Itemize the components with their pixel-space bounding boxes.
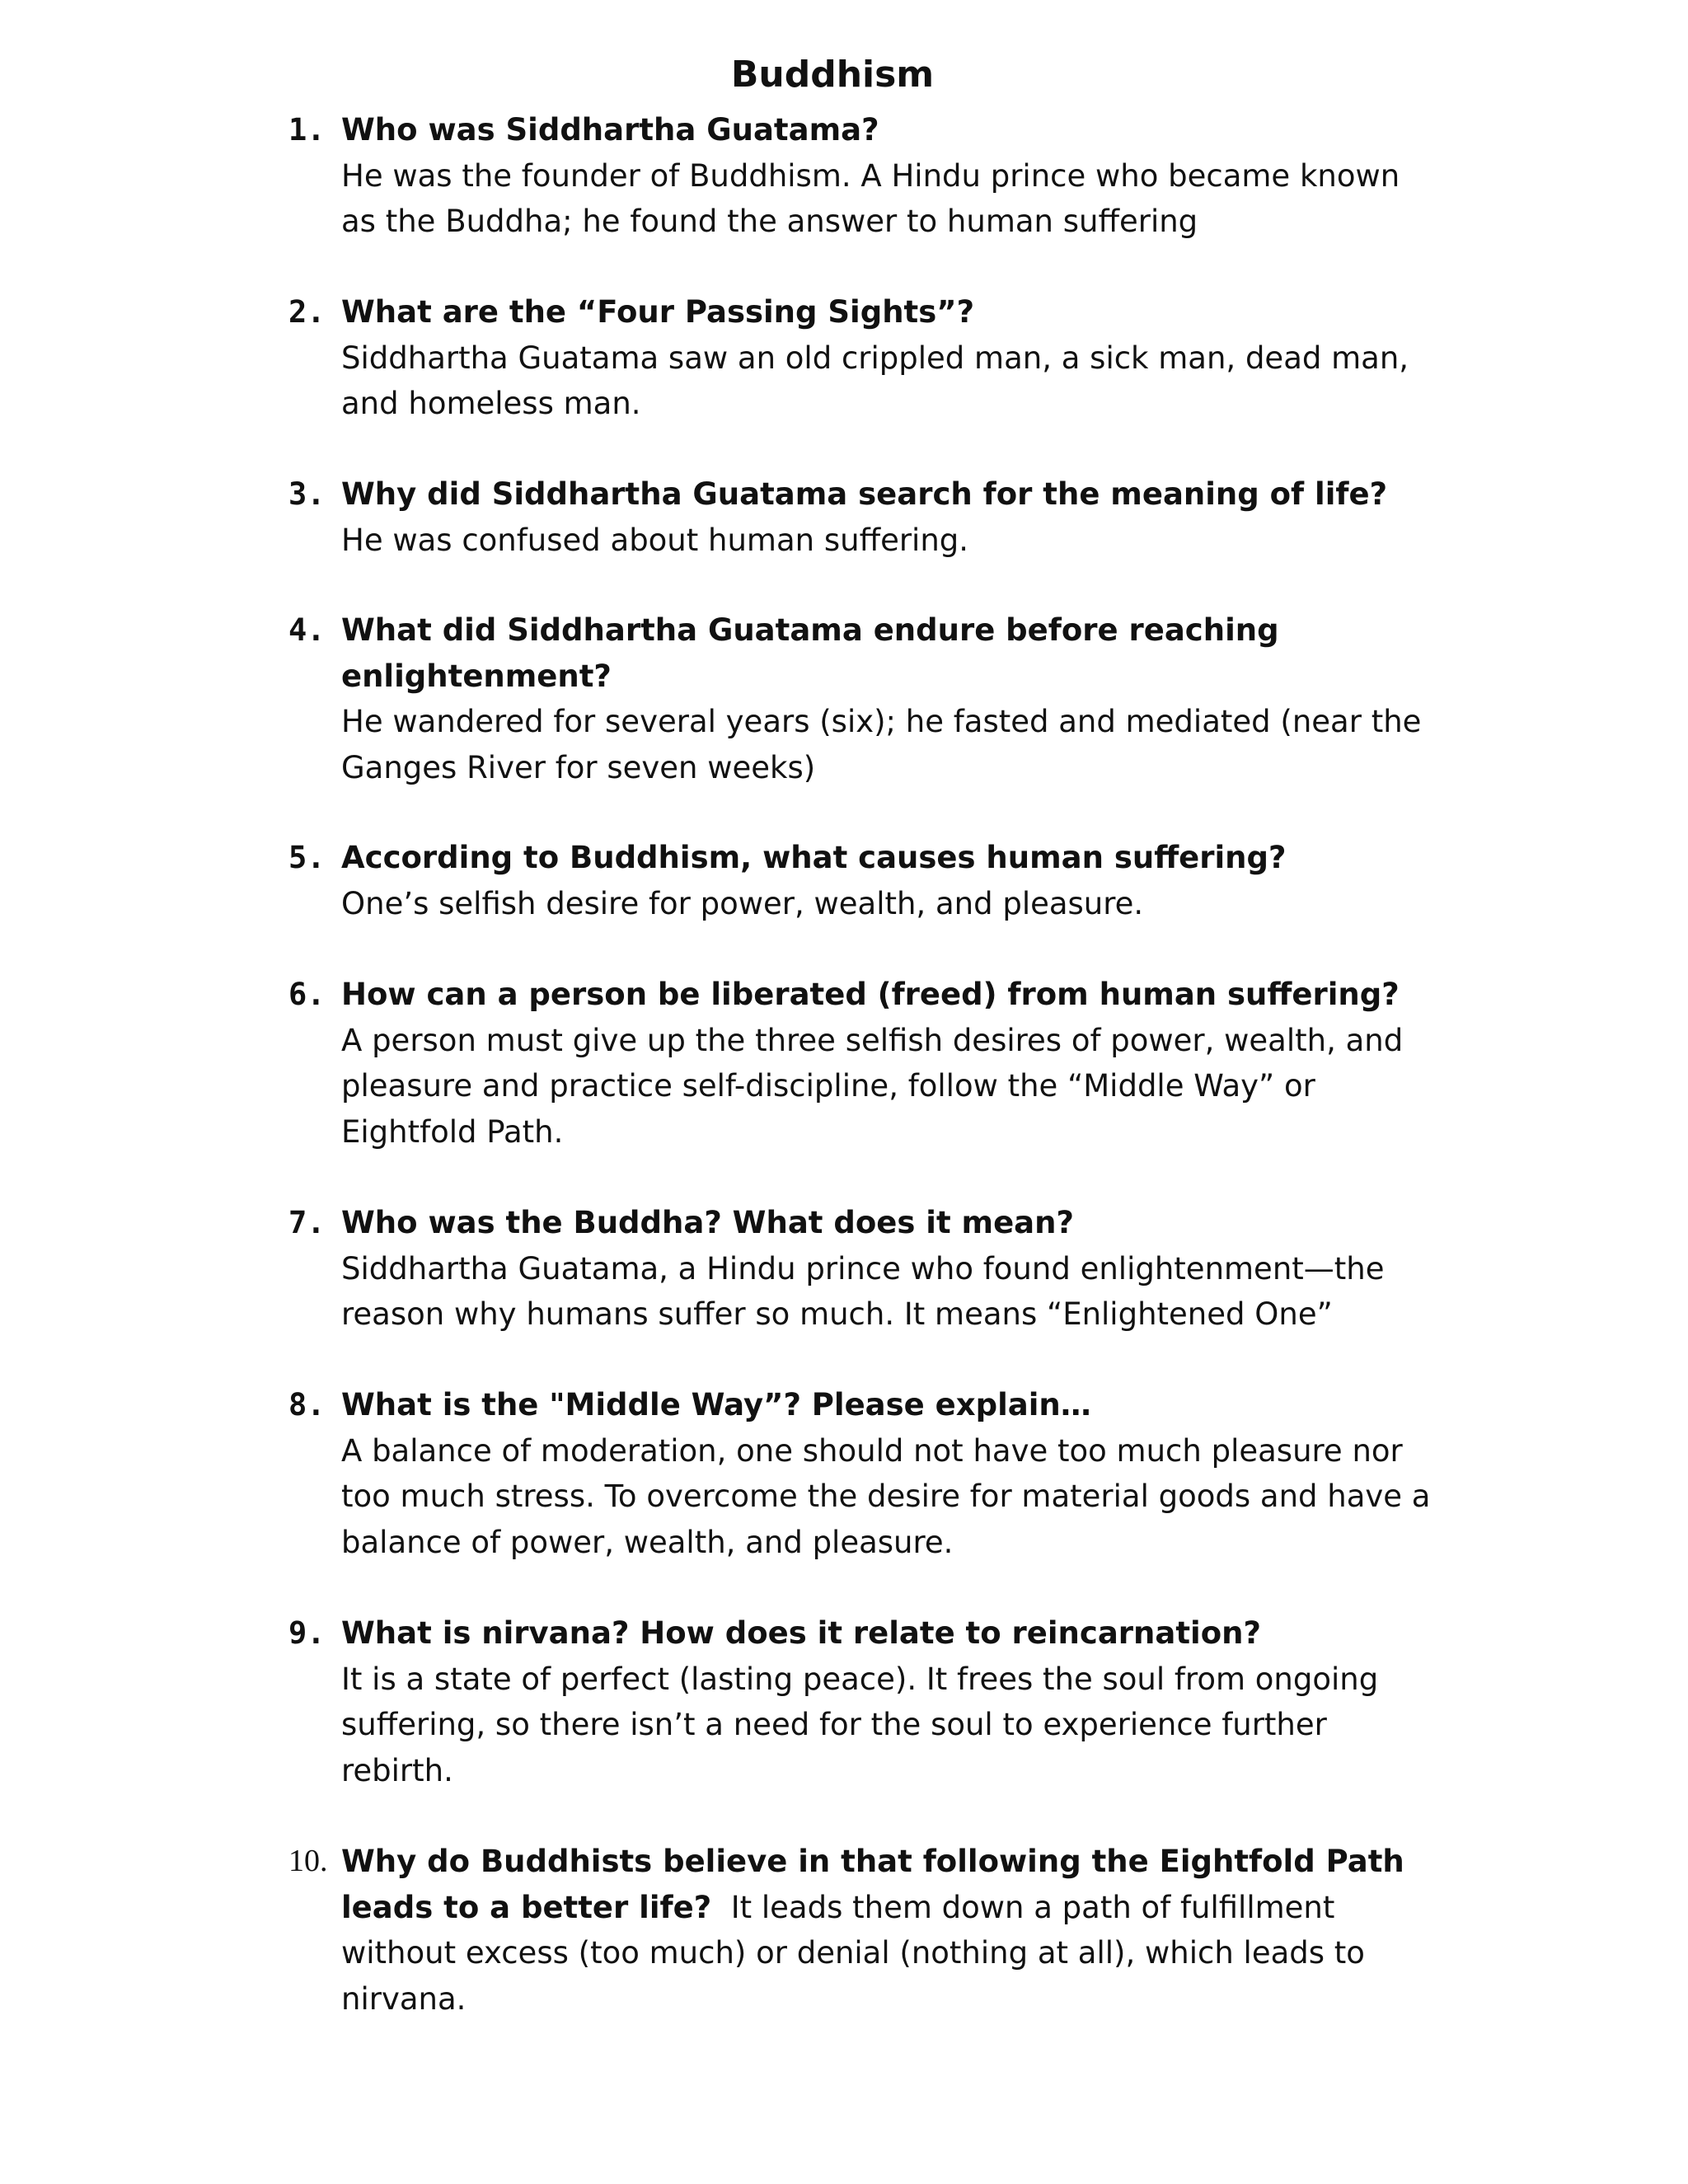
question-item-9 <box>288 1610 1434 1793</box>
question-text: According to Buddhism, what causes human suffering? <box>341 840 1287 875</box>
question-text: What did Siddhartha Guatama endure before reaching enlightenment? <box>341 612 1279 694</box>
answer-text: One’s selfish desire for power, wealth, and pleasure. <box>341 885 1144 921</box>
question-text: What is nirvana? How does it relate to reincarnation? <box>341 1615 1261 1651</box>
question-number: 8. <box>288 1387 326 1422</box>
answer-text: A person must give up the three selfish desires of power, wealth, and pleasure and practice self-discipline, follow the “Middle Way” or Eightfold Path. <box>341 1022 1404 1150</box>
question-item-4 <box>288 607 1434 790</box>
answer-text: It is a state of perfect (lasting peace). It frees the soul from ongoing suffering, so there isn’t a need for the soul to experience further rebirth. <box>341 1661 1379 1788</box>
question-number: 3. <box>288 476 326 512</box>
question-item-2 <box>288 289 1434 427</box>
question-number: 9. <box>288 1615 326 1651</box>
question-number: 7. <box>288 1205 326 1240</box>
answer-text: It leads them down a path of fulfillment without excess (too much) or denial (nothing at all), which leads to nirvana. <box>341 1889 1365 2017</box>
question-item-1 <box>288 107 1434 245</box>
question-number: 2. <box>288 294 326 330</box>
question-text: What is the "Middle Way”? Please explain… <box>341 1387 1091 1422</box>
answer-text: Siddhartha Guatama, a Hindu prince who found enlightenment—the reason why humans suffer so much. It means “Enlightened One” <box>341 1250 1385 1332</box>
page-title: Buddhism <box>730 54 935 96</box>
question-text: What are the “Four Passing Sights”? <box>341 294 975 330</box>
question-text: How can a person be liberated (freed) from human suffering? <box>341 977 1400 1012</box>
question-number: 6. <box>288 977 326 1012</box>
question-item-5 <box>288 835 1434 926</box>
question-number: 1. <box>288 112 326 148</box>
question-number: 10. <box>288 1844 328 1878</box>
answer-text: He was the founder of Buddhism. A Hindu prince who became known as the Buddha; he found the answer to human suffering <box>341 157 1400 239</box>
answer-text: Siddhartha Guatama saw an old crippled man, a sick man, dead man, and homeless man. <box>341 340 1409 421</box>
answer-text: A balance of moderation, one should not have too much pleasure nor too much stress. To overcome the desire for material goods and have a balance of power, wealth, and pleasure. <box>341 1432 1431 1560</box>
question-text: Who was Siddhartha Guatama? <box>341 112 879 148</box>
question-text: Who was the Buddha? What does it mean? <box>341 1205 1074 1240</box>
question-item-7 <box>288 1200 1434 1338</box>
question-item-10 <box>288 1839 1434 2022</box>
answer-text: He wandered for several years (six); he fasted and mediated (near the Ganges River for seven weeks) <box>341 704 1422 785</box>
answer-text: He was confused about human suffering. <box>341 522 969 558</box>
question-text: Why do Buddhists believe in that following the Eightfold Path leads to a better life? <box>341 1844 1404 1925</box>
question-item-8 <box>288 1382 1434 1565</box>
question-text: Why did Siddhartha Guatama search for the meaning of life? <box>341 476 1388 512</box>
question-number: 5. <box>288 840 326 875</box>
question-number: 4. <box>288 612 326 648</box>
question-item-3 <box>288 471 1434 563</box>
question-item-6 <box>288 972 1434 1155</box>
